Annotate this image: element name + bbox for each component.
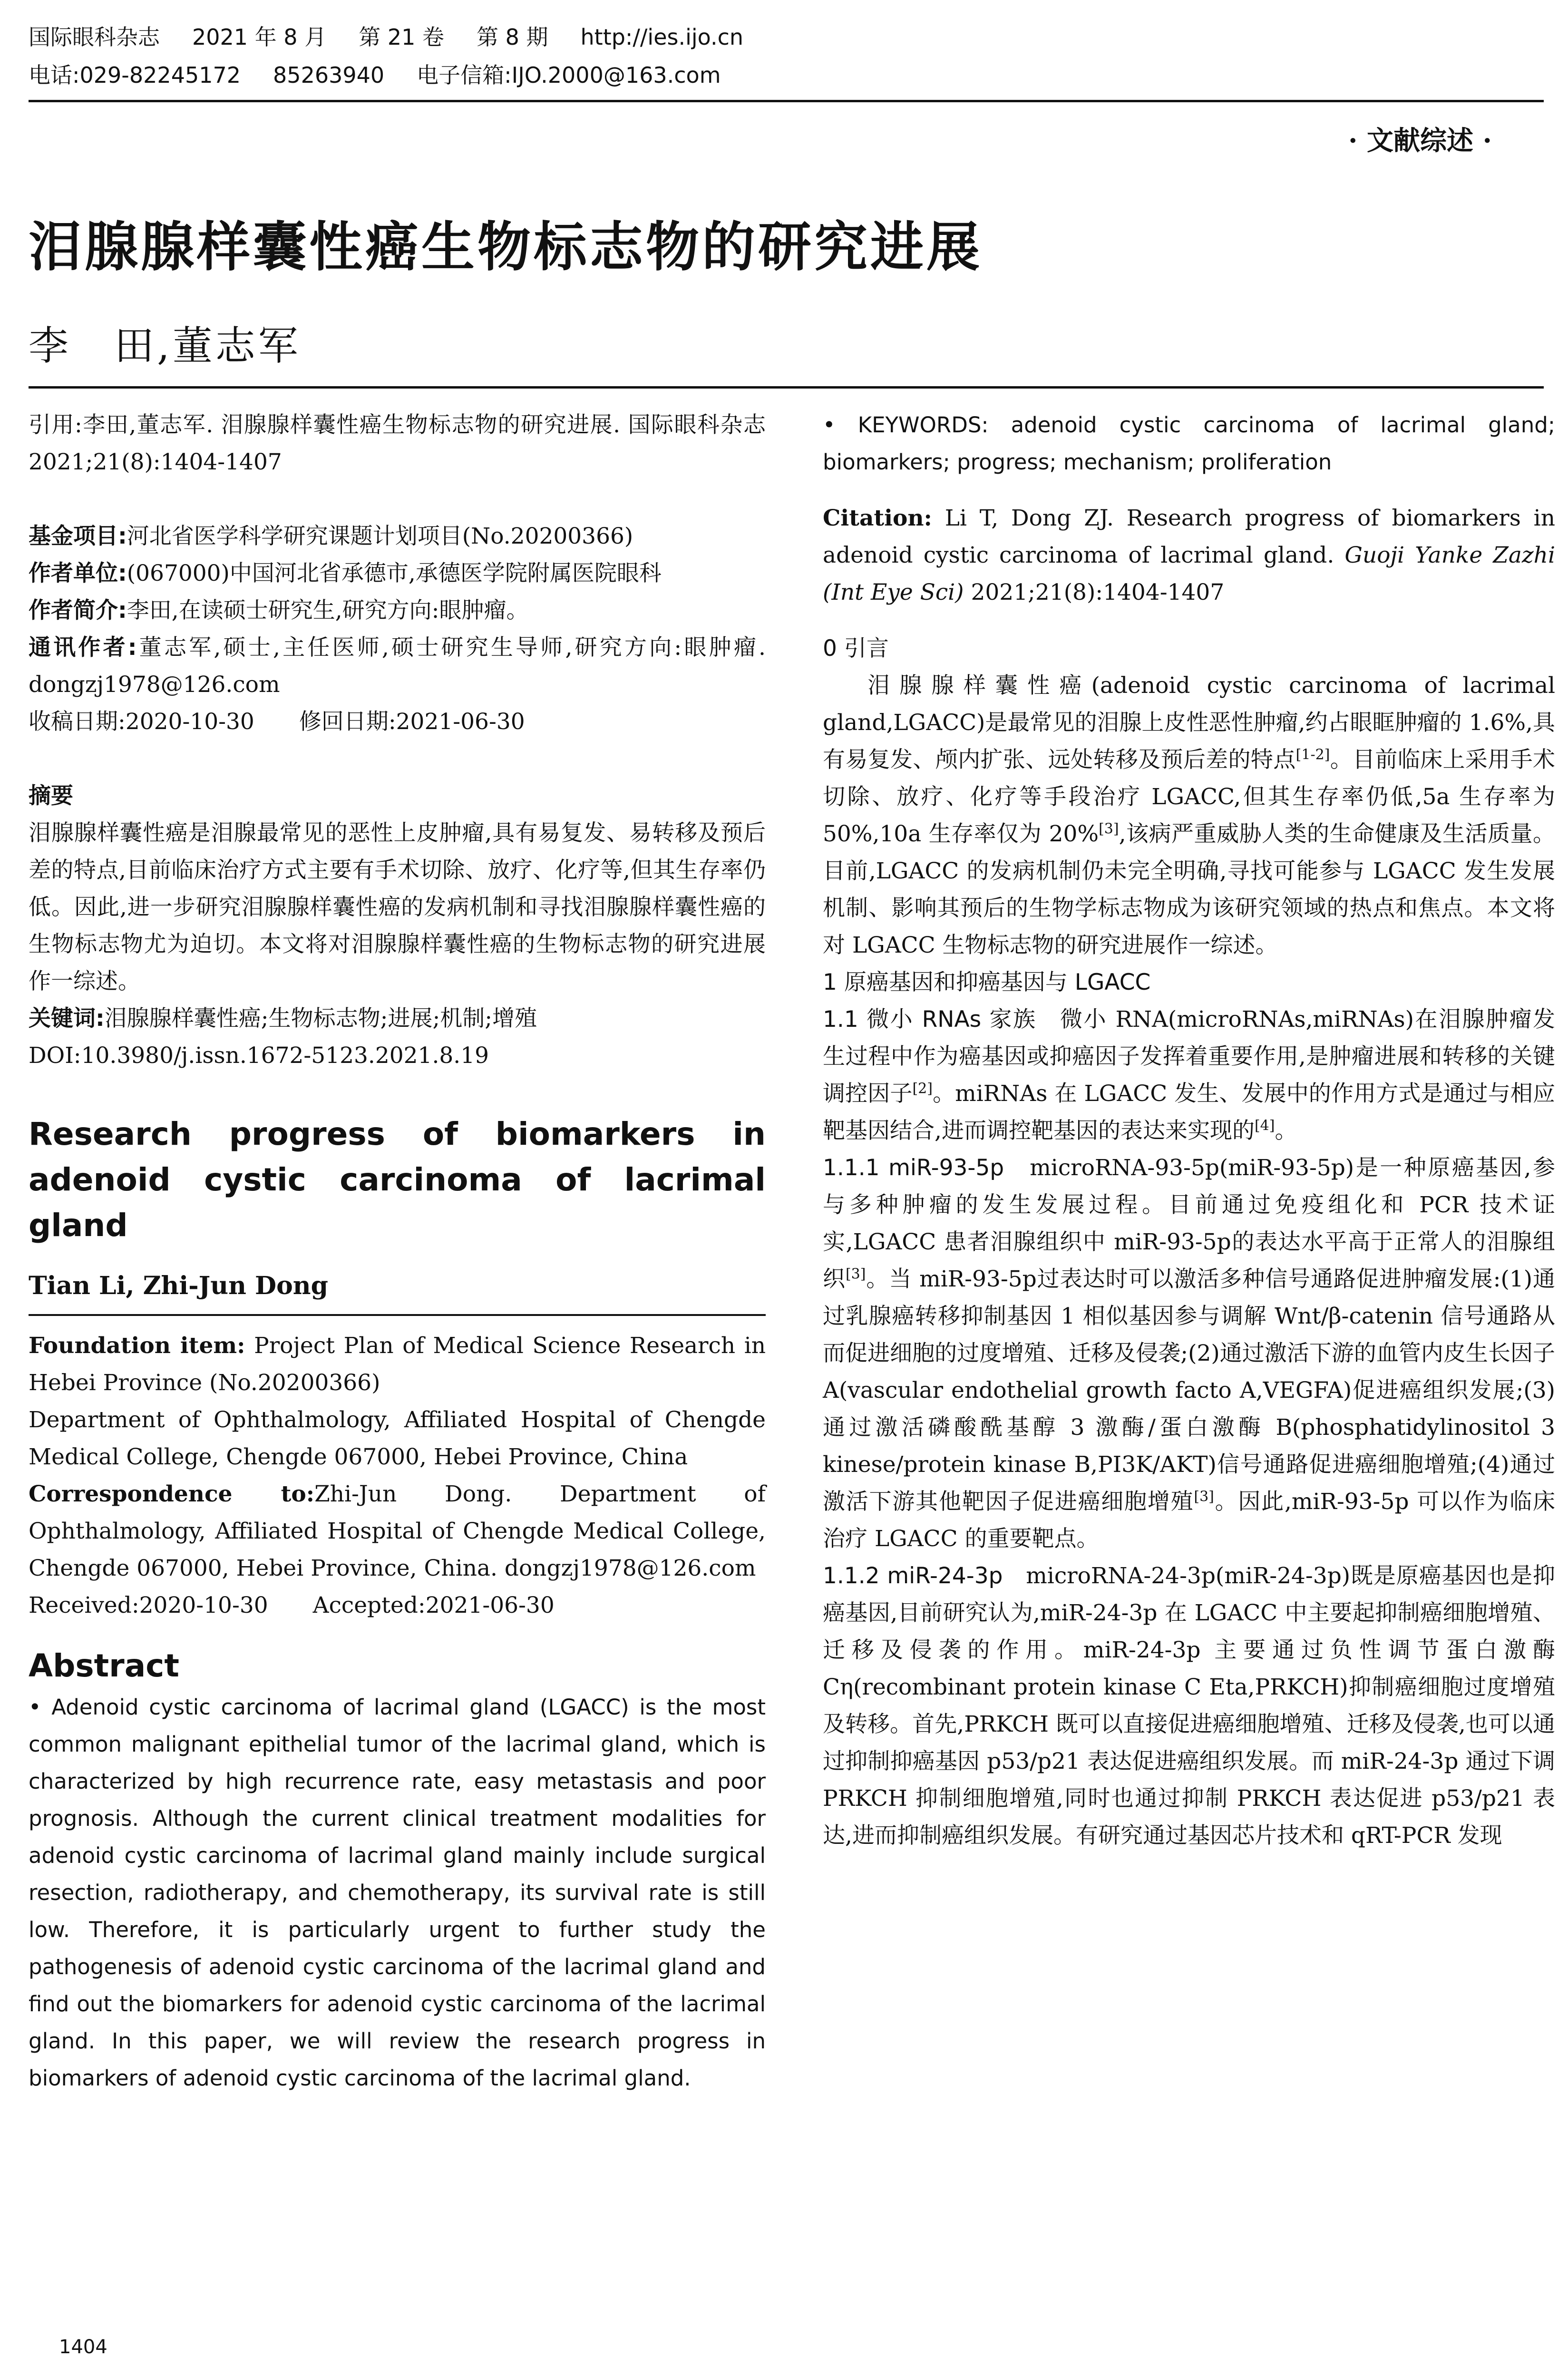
section-tag: · 文献综述 · [1348,125,1492,156]
running-header [29,18,1541,94]
s11-text-1: 微小 RNA(microRNAs,miRNAs)在泪腺肿瘤发生过程中作为癌基因或抑癌因子发挥着重要作用,是肿瘤进展和转移的关键调控因子 [823,1006,1555,1107]
bio-label: 作者简介: [29,597,127,623]
s111-text-2: 。当 miR-93-5p过表达时可以激活多种信号通路促进肿瘤发展:(1)通过乳腺癌转移抑制基因 1 相似基因参与调解 Wnt/β-catenin 信号通路从而促进细胞的过度增殖、迁移及侵袭;(2)通过激活下游的血管内皮生长因子 A(vascular endothelial growth facto A,VEGFA)促进癌组织发展;(3)通过激活磷酸酰基醇 3 激酶/蛋白激酶 B(phosphatidylinositol 3 kinese/protein kinase B,PI3K/AKT)信号通路促进癌细胞增殖;(4)通过激活下游其他靶因子促进癌细胞增殖 [823,1266,1555,1515]
citation-cn: 引用:李田,董志军. 泪腺腺样囊性癌生物标志物的研究进展. 国际眼科杂志 2021;21(8):1404-1407 [29,412,766,475]
ref-2[interactable]: [2] [912,1080,933,1097]
intro-paragraph [823,667,1555,964]
received-dates: 收稿日期:2020-10-30 修回日期:2021-06-30 [29,709,525,735]
ref-3c[interactable]: [3] [1194,1488,1214,1505]
keywords-text: 泪腺腺样囊性癌;生物标志物;进展;机制;增殖 [104,1005,537,1032]
ref-1-2[interactable]: [1-2] [1295,746,1330,763]
s111-text-1: microRNA-93-5p(miR-93-5p)是一种原癌基因,参与多种肿瘤的发生发展过程。目前通过免疫组化和 PCR 技术证实,LGACC 患者泪腺组织中 miR-93-5p的表达水平高于正常人的泪腺组织 [823,1155,1555,1292]
abstract-cn: 泪腺腺样囊性癌是泪腺最常见的恶性上皮肿瘤,具有易复发、易转移及预后差的特点,目前临床治疗方式主要有手术切除、放疗、化疗等,但其生存率仍低。因此,进一步研究泪腺腺样囊性癌的发病机制和寻找泪腺腺样囊性癌的生物标志物尤为迫切。本文将对泪腺腺样囊性癌的生物标志物的研究进展作一综述。 [29,820,766,994]
ref-3b[interactable]: [3] [845,1266,866,1283]
intro-text-3: ,该病严重威胁人类的生命健康及生活质量。目前,LGACC 的发病机制仍未完全明确,寻找可能参与 LGACC 发生发展机制、影响其预后的生物学标志物成为该研究领域的热点和焦点。本文将对 LGACC 生物标志物的研究进展作一综述。 [823,821,1555,958]
author-bio [29,592,766,629]
journal-url[interactable]: http://ies.ijo.cn [580,24,744,50]
corr-label: 通讯作者: [29,634,137,661]
correspondence-text: Zhi-Jun Dong. Department of Ophthalmology, Affiliated Hospital of Chengde Medical College, Chengde 067000, Hebei Province, China. dongzj1978@126.com [29,1481,766,1581]
article-authors: 李 田,董志军 [29,322,301,369]
correspondence-label: Correspondence to: [29,1481,315,1507]
foundation-item [29,1327,766,1402]
corr-text: 董志军,硕士,主任医师,硕士研究生导师,研究方向:眼肿瘤. dongzj1978@126.com [29,634,766,698]
heading-1-1-2: 1.1.2 miR-24-3p [823,1563,1003,1589]
header-rule [29,100,1544,102]
citation-label: Citation: [823,505,932,531]
abstract-heading-cn: 摘要 [29,783,73,809]
phone-2: 85263940 [273,62,385,88]
department: Department of Ophthalmology, Affiliated Hospital of Chengde Medical College, Chengde 067000, Hebei Province, China [29,1407,766,1470]
keywords-en: • KEYWORDS: adenoid cystic carcinoma of lacrimal gland; biomarkers; progress; mechanism; proliferation [823,412,1555,475]
english-title: Research progress of biomarkers in adenoid cystic carcinoma of lacrimal gland [29,1116,766,1244]
intro-text-1: 泪腺腺样囊性癌(adenoid cystic carcinoma of lacrimal gland,LGACC)是最常见的泪腺上皮性恶性肿瘤,约占眼眶肿瘤的 1.6%,具有易复发、颅内扩张、远处转移及预后差的特点 [823,672,1555,773]
ref-3[interactable]: [3] [1099,820,1119,838]
citation-journal: Guoji Yanke Zazhi (Int Eye Sci) [823,542,1555,605]
keywords-label: 关键词: [29,1005,105,1032]
fund-label: 基金项目: [29,523,127,549]
citation-text: Li T, Dong ZJ. Research progress of biomarkers in adenoid cystic carcinoma of lacrimal gland. [823,505,1555,568]
ref-4[interactable]: [4] [1254,1117,1275,1134]
citation-en [823,500,1555,611]
abstract-heading-en: Abstract [29,1647,179,1684]
citation-tail: 2021;21(8):1404-1407 [971,579,1225,605]
email[interactable]: 电子信箱:IJO.2000@163.com [417,62,721,88]
page-number: 1404 [59,2336,107,2358]
abstract-en: • Adenoid cystic carcinoma of lacrimal gland (LGACC) is the most common malignant epithelial tumor of the lacrimal gland, which is characterized by high recurrence rate, easy metastasis and poor prognosis. Although the current clinical treatment modalities for adenoid cystic carcinoma of lacrimal gland mainly include surgical resection, radiotherapy, and chemotherapy, its survival rate is still low. Therefore, it is particularly urgent to further study the pathogenesis of adenoid cystic carcinoma of the lacrimal gland and find out the biomarkers for adenoid cystic carcinoma of the lacrimal gland. In this paper, we will review the research progress in biomarkers of adenoid cystic carcinoma of the lacrimal gland. [29,1695,766,2091]
phone: 电话:029-82245172 [29,62,241,88]
issue: 第 8 期 [476,24,548,50]
heading-1-1-1: 1.1.1 miR-93-5p [823,1155,1004,1181]
heading-1-1: 1.1 微小 RNAs 家族 [823,1006,1037,1033]
title-rule [29,386,1544,389]
s11-text-3: 。 [1275,1118,1297,1144]
header-line-1 [29,18,1541,56]
volume: 第 21 卷 [359,24,444,50]
left-column [29,407,766,2097]
unit-text: (067000)中国河北省承德市,承德医学院附属医院眼科 [127,560,662,586]
heading-intro: 0 引言 [823,635,889,662]
s111-text-3: 。因此,miR-93-5p 可以作为临床治疗 LGACC 的重要靶点。 [823,1489,1555,1552]
corresponding-author [29,629,766,703]
keywords-cn [29,1000,766,1037]
fund-text: 河北省医学科学研究课题计划项目(No.20200366) [127,523,633,549]
bio-text: 李田,在读硕士研究生,研究方向:眼肿瘤。 [127,597,529,623]
section-1-1-2 [823,1558,1555,1854]
s112-text: microRNA-24-3p(miR-24-3p)既是原癌基因也是抑癌基因,目前研究认为,miR-24-3p 在 LGACC 中主要起抑制癌细胞增殖、迁移及侵袭的作用。miR-24-3p 主要通过负性调节蛋白激酶 Cη(recombinant protein kinase C Eta,PRKCH)抑制癌细胞过度增殖及转移。首先,PRKCH 既可以直接促进癌细胞增殖、迁移及侵袭,也可以通过抑制抑癌基因 p53/p21 表达促进癌组织发展。而 miR-24-3p 通过下调 PRKCH 抑制细胞增殖,同时也通过抑制 PRKCH 表达促进 p53/p21 表达,进而抑制癌组织发展。有研究通过基因芯片技术和 qRT-PCR 发现 [823,1563,1555,1849]
fund-item [29,518,766,555]
english-authors: Tian Li, Zhi-Jun Dong [29,1271,328,1300]
correspondence-en [29,1476,766,1587]
article-title: 泪腺腺样囊性癌生物标志物的研究进展 [29,216,983,278]
heading-section-1: 1 原癌基因和抑癌基因与 LGACC [823,969,1151,995]
header-line-2 [29,56,1541,94]
unit-label: 作者单位: [29,560,127,586]
doi[interactable]: DOI:10.3980/j.issn.1672-5123.2021.8.19 [29,1042,489,1069]
author-unit [29,555,766,592]
foundation-text: Project Plan of Medical Science Research in Hebei Province (No.20200366) [29,1333,766,1396]
right-column [823,407,1555,1854]
issue-date: 2021 年 8 月 [192,24,327,50]
foundation-label: Foundation item: [29,1333,245,1359]
journal-name: 国际眼科杂志 [29,24,160,50]
dates-en: Received:2020-10-30 Accepted:2021-06-30 [29,1592,555,1618]
section-1-1-1 [823,1150,1555,1558]
english-rule [29,1314,766,1316]
intro-text-2: 。目前临床上采用手术切除、放疗、化疗等手段治疗 LGACC,但其生存率仍低,5a 生存率为 50%,10a 生存率仅为 20% [823,747,1556,847]
section-1-1 [823,1001,1555,1150]
s11-text-2: 。miRNAs 在 LGACC 发生、发展中的作用方式是通过与相应靶基因结合,进而调控靶基因的表达来实现的 [823,1081,1555,1144]
